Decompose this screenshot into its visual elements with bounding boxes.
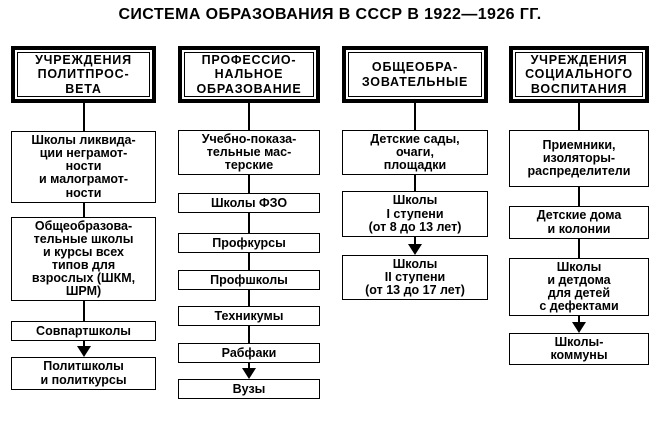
column-politprosvet bbox=[11, 46, 156, 390]
diagram-title: СИСТЕМА ОБРАЗОВАНИЯ В СССР В 1922—1926 ГГ. bbox=[118, 6, 542, 23]
connector-arrow bbox=[342, 237, 488, 255]
header-label-professional-education: ПРОФЕССИО- НАЛЬНОЕ ОБРАЗОВАНИЕ bbox=[184, 52, 314, 97]
node-tekhnikumy: Техникумы bbox=[178, 306, 320, 326]
connector-arrow bbox=[11, 341, 156, 357]
vertical-line bbox=[578, 103, 580, 130]
node-first-stage-schools: Школы I ступени (от 8 до 13 лет) bbox=[342, 191, 488, 236]
node-sovpartshkoly: Совпартшколы bbox=[11, 321, 156, 341]
connector-line bbox=[178, 103, 320, 130]
node-politshkoly-politkursy: Политшколы и политкурсы bbox=[11, 357, 156, 389]
header-label-general-education: ОБЩЕОБРА- ЗОВАТЕЛЬНЫЕ bbox=[348, 52, 482, 97]
vertical-line bbox=[248, 326, 250, 343]
connector-line bbox=[11, 301, 156, 321]
arrow-down-icon bbox=[77, 346, 91, 357]
vertical-line bbox=[248, 175, 250, 193]
header-box-general-education bbox=[342, 46, 488, 103]
node-childrens-homes-colonies: Детские дома и колонии bbox=[509, 206, 649, 238]
arrow-down-icon bbox=[242, 368, 256, 379]
connector-line bbox=[509, 103, 649, 130]
node-likbez-schools: Школы ликвида- ции неграмот- ности и малограмот- ности bbox=[11, 131, 156, 203]
arrow-down-icon bbox=[408, 244, 422, 255]
node-kindergartens: Детские сады, очаги, площадки bbox=[342, 130, 488, 175]
connector-line bbox=[342, 175, 488, 191]
vertical-line bbox=[248, 103, 250, 130]
node-rabfaki: Рабфаки bbox=[178, 343, 320, 363]
connector-line bbox=[178, 213, 320, 233]
connector-line bbox=[509, 187, 649, 206]
column-professional-education bbox=[178, 46, 320, 399]
node-adult-schools-courses: Общеобразова- тельные школы и курсы всех типов для взрослых (ШКМ, ШРМ) bbox=[11, 217, 156, 302]
node-schools-for-children-with-defects: Школы и детдома для детей с дефектами bbox=[509, 258, 649, 317]
node-profshkoly: Профшколы bbox=[178, 270, 320, 290]
node-school-communes: Школы- коммуны bbox=[509, 333, 649, 365]
connector-arrow bbox=[509, 316, 649, 333]
node-fzo-schools: Школы ФЗО bbox=[178, 193, 320, 213]
node-second-stage-schools: Школы II ступени (от 13 до 17 лет) bbox=[342, 255, 488, 300]
node-profkursy: Профкурсы bbox=[178, 233, 320, 253]
connector-line bbox=[509, 239, 649, 258]
connector-arrow bbox=[178, 363, 320, 379]
column-general-education bbox=[342, 46, 488, 300]
vertical-line bbox=[248, 253, 250, 270]
connector-line bbox=[342, 103, 488, 130]
header-box-professional-education bbox=[178, 46, 320, 103]
header-box-politprosvet bbox=[11, 46, 156, 103]
vertical-line bbox=[578, 187, 580, 206]
node-receivers-isolators: Приемники, изоляторы- распределители bbox=[509, 130, 649, 187]
vertical-line bbox=[578, 239, 580, 258]
vertical-line bbox=[83, 301, 85, 321]
connector-line bbox=[178, 253, 320, 270]
vertical-line bbox=[248, 213, 250, 233]
header-box-social-upbringing bbox=[509, 46, 649, 103]
connector-line bbox=[178, 175, 320, 193]
vertical-line bbox=[83, 203, 85, 217]
arrow-down-icon bbox=[572, 322, 586, 333]
vertical-line bbox=[248, 290, 250, 306]
connector-line bbox=[178, 290, 320, 306]
connector-line bbox=[11, 103, 156, 131]
vertical-line bbox=[83, 103, 85, 131]
column-social-upbringing bbox=[509, 46, 649, 365]
vertical-line bbox=[414, 175, 416, 191]
header-label-politprosvet: УЧРЕЖДЕНИЯ ПОЛИТПРОС- ВЕТА bbox=[17, 52, 150, 97]
connector-line bbox=[178, 326, 320, 343]
connector-line bbox=[11, 203, 156, 217]
vertical-line bbox=[414, 103, 416, 130]
header-label-social-upbringing: УЧРЕЖДЕНИЯ СОЦИАЛЬНОГО ВОСПИТАНИЯ bbox=[515, 52, 643, 97]
node-training-workshops: Учебно-показа- тельные мас- терские bbox=[178, 130, 320, 175]
node-vuzy: Вузы bbox=[178, 379, 320, 399]
